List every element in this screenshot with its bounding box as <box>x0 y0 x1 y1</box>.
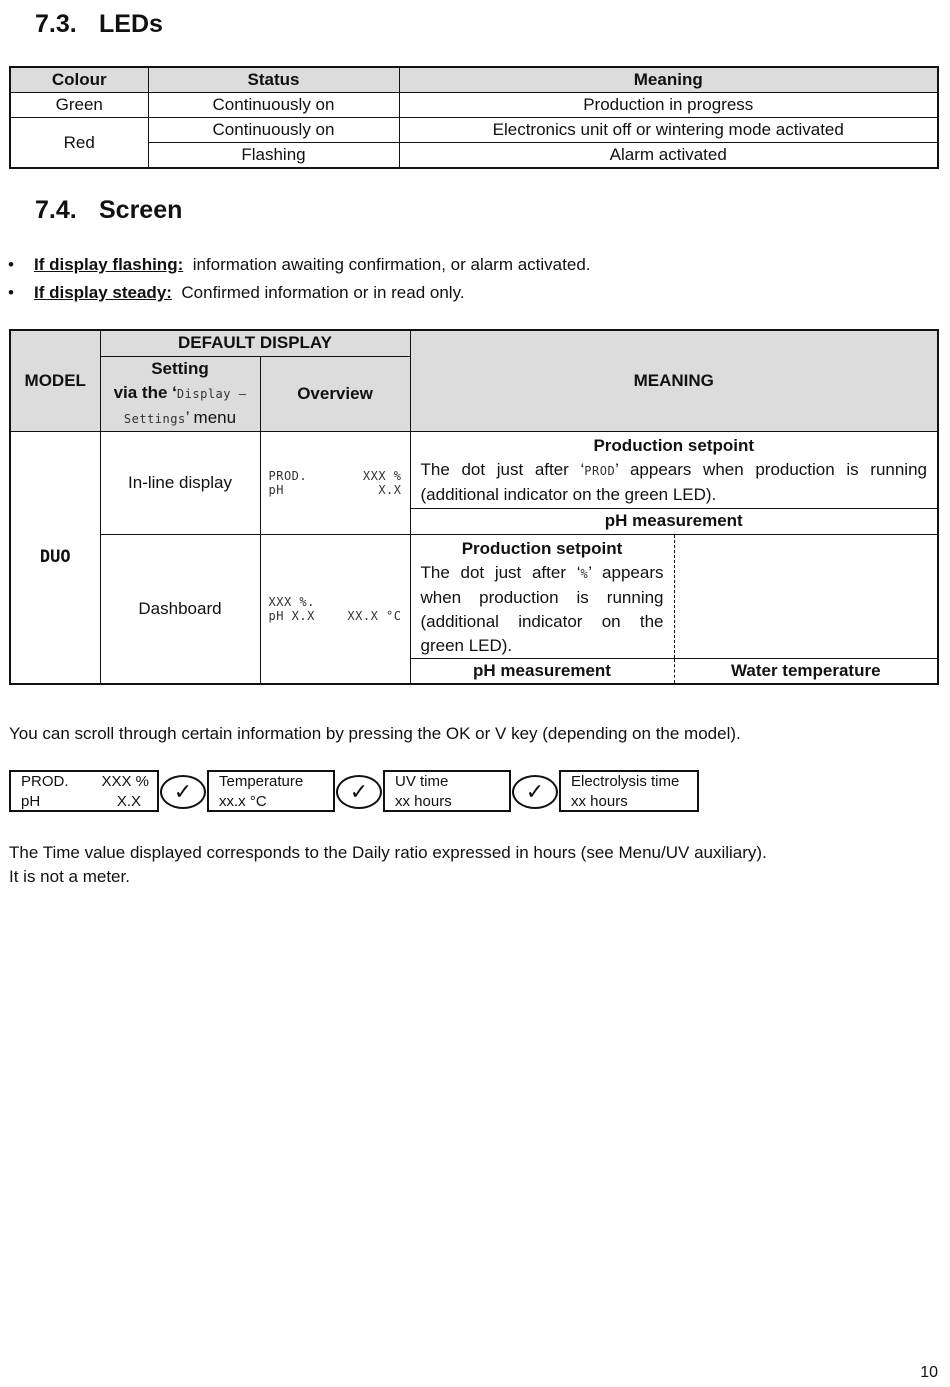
screen-box-temperature <box>207 770 335 812</box>
lcd-code: PROD <box>584 463 616 478</box>
section-number: 7.3. <box>35 10 77 38</box>
lcd-text: X.X <box>378 482 402 497</box>
column-header-setting <box>100 356 260 431</box>
setting-cell: Dashboard <box>100 534 260 684</box>
setting-header-text: ’ menu <box>185 407 237 427</box>
bullet-text: Confirmed information or in read only. <box>181 283 465 302</box>
column-header-overview: Overview <box>260 356 410 431</box>
table-row <box>10 118 938 143</box>
screen-line <box>21 792 149 812</box>
lcd-text: pH <box>268 482 284 497</box>
lcd-line <box>261 483 410 497</box>
check-icon: ✓ <box>160 775 206 809</box>
screen-text: xx hours <box>571 793 628 810</box>
screen-line <box>21 772 149 792</box>
lcd-overview-inline <box>260 431 410 534</box>
page-number: 10 <box>920 1364 938 1381</box>
setting-header-line: Setting <box>151 358 209 378</box>
screen-text: Temperature <box>219 773 304 790</box>
lcd-line <box>261 609 410 623</box>
bullet-item <box>8 255 591 275</box>
meaning-ph-dashboard: pH measurement <box>410 658 674 684</box>
table-row <box>10 93 938 118</box>
lcd-text: XXX % <box>362 468 402 483</box>
meaning-title: Production setpoint <box>461 538 623 558</box>
lcd-text: pH X.X <box>268 608 315 623</box>
screen-text: xx hours <box>395 793 452 810</box>
meaning-text-part: ’ appears when production is running (additional indicator on the green LED). <box>420 562 664 655</box>
check-icon: ✓ <box>512 775 558 809</box>
screen-box-production <box>9 770 159 812</box>
section-heading-screen <box>35 196 182 225</box>
table-cell: Green <box>10 93 148 118</box>
bullet-text: information awaiting confirmation, or alarm activated. <box>192 255 591 274</box>
column-header-default-display: DEFAULT DISPLAY <box>100 330 410 356</box>
table-cell: Alarm activated <box>399 143 938 169</box>
screen-text: xx.x °C <box>219 793 267 810</box>
empty-cell <box>674 534 938 658</box>
scroll-instructions: You can scroll through certain information by pressing the OK or V key (depending on the model). <box>9 724 741 743</box>
screen-text: PROD. <box>21 773 69 790</box>
section-heading-leds <box>35 10 163 39</box>
setting-header-line <box>101 381 260 406</box>
bullet-item <box>8 283 465 303</box>
display-table <box>9 329 939 685</box>
meaning-text-part: ’ appears when production is running (additional indicator on the green LED). <box>420 459 927 504</box>
table-cell: Continuously on <box>148 118 399 143</box>
lcd-line <box>261 469 410 483</box>
column-header-meaning: Meaning <box>399 67 938 93</box>
table-header-row <box>10 67 938 93</box>
lcd-overview-dashboard <box>260 534 410 684</box>
lcd-text: PROD. <box>268 468 308 483</box>
bullet-icon: • <box>8 255 14 274</box>
meaning-dashboard-cell <box>410 534 674 658</box>
section-title: LEDs <box>99 10 163 38</box>
table-row <box>10 143 938 169</box>
column-header-meaning: MEANING <box>410 330 938 431</box>
setting-header-line <box>101 406 260 431</box>
screen-text: UV time <box>395 773 449 790</box>
meter-note: It is not a meter. <box>9 867 130 886</box>
table-cell: Flashing <box>148 143 399 169</box>
meaning-water-temperature: Water temperature <box>674 658 938 684</box>
setting-cell: In-line display <box>100 431 260 534</box>
bullet-label: If display flashing: <box>34 255 184 274</box>
meaning-text-part: The dot just after ‘ <box>420 562 581 582</box>
menu-name-text: Settings <box>123 411 186 426</box>
bullet-label: If display steady: <box>34 283 172 302</box>
column-header-model: MODEL <box>10 330 100 431</box>
lcd-text: XX.X °C <box>347 608 402 623</box>
section-number: 7.4. <box>35 196 77 224</box>
table-cell: Production in progress <box>399 93 938 118</box>
meaning-text-part: The dot just after ‘ <box>420 459 585 479</box>
screen-text: X.X <box>116 793 141 810</box>
meaning-title: Production setpoint <box>593 435 755 455</box>
section-title: Screen <box>99 196 183 224</box>
screen-box-electrolysis-time <box>559 770 699 812</box>
column-header-status: Status <box>148 67 399 93</box>
lcd-line: XXX %. <box>268 594 315 609</box>
table-cell: Continuously on <box>148 93 399 118</box>
screen-text: Electrolysis time <box>571 773 680 790</box>
model-cell: DUO <box>10 431 100 684</box>
bullet-icon: • <box>8 283 14 302</box>
column-header-colour: Colour <box>10 67 148 93</box>
time-value-note: The Time value displayed corresponds to the Daily ratio expressed in hours (see Menu/UV auxiliary). <box>9 843 767 862</box>
meaning-text <box>411 458 938 506</box>
lcd-code: % <box>580 566 589 581</box>
led-table <box>9 66 939 169</box>
table-cell: Electronics unit off or wintering mode activated <box>399 118 938 143</box>
meaning-text <box>411 561 674 658</box>
setting-header-text: via the ‘ <box>113 382 177 402</box>
screen-box-uv-time <box>383 770 511 812</box>
screen-text: pH <box>21 793 41 810</box>
check-icon: ✓ <box>336 775 382 809</box>
meaning-ph-inline: pH measurement <box>410 508 938 534</box>
meaning-inline-cell <box>410 431 938 508</box>
screen-text: XXX % <box>101 773 149 790</box>
menu-name-text: Display – <box>176 386 247 401</box>
table-cell: Red <box>10 118 148 169</box>
